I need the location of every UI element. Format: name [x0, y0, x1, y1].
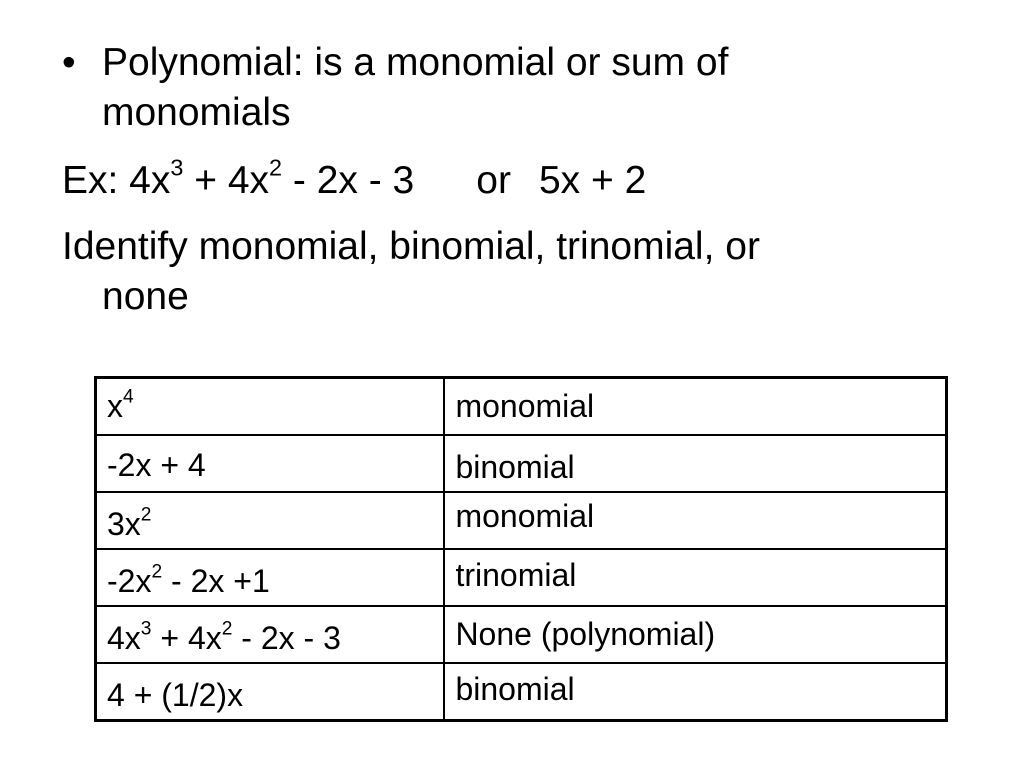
- classification-cell: trinomial: [444, 549, 946, 606]
- classification-cell: monomial: [444, 378, 946, 436]
- definition-text: [102, 38, 962, 138]
- example-part-3: - 2x - 3: [282, 159, 415, 202]
- table-row: [96, 606, 947, 663]
- table-row: [96, 549, 947, 606]
- identify-line-2: none: [102, 275, 189, 318]
- table-row: [96, 378, 947, 436]
- expression-cell: $-2x^2 - 2x +1$: [96, 549, 445, 606]
- classification-cell: binomial: [444, 663, 946, 721]
- example-line: [62, 156, 646, 206]
- table-row: [96, 492, 947, 549]
- classification-cell: None (polynomial): [444, 606, 946, 663]
- identify-line-1: Identify monomial, binomial, trinomial, or: [62, 225, 760, 268]
- classification-cell: monomial: [444, 492, 946, 549]
- expression-cell: 4 + (1/2)x: [96, 663, 445, 721]
- example-prefix: Ex: 4x: [62, 159, 171, 202]
- example-alt: 5x + 2: [538, 159, 647, 202]
- definition-line-1: Polynomial: is a monomial or sum of: [102, 41, 729, 84]
- expression-cell: $x^4$: [96, 378, 445, 436]
- definition-line-2: monomials: [102, 91, 291, 134]
- classification-table: [94, 376, 948, 722]
- example-or: or: [476, 159, 511, 202]
- table-row: [96, 435, 947, 492]
- expression-cell: $3x^2$: [96, 492, 445, 549]
- example-exponent-1: 3: [170, 154, 184, 181]
- expression-cell: $4x^3 + 4x^2 - 2x - 3$: [96, 606, 445, 663]
- example-exponent-2: 2: [269, 154, 283, 181]
- table-row: [96, 663, 947, 721]
- classification-cell: binomial: [444, 435, 946, 492]
- expression-cell: -2x + 4: [96, 435, 445, 492]
- identify-instruction: [62, 222, 962, 322]
- example-part-2: + 4x: [183, 159, 270, 202]
- bullet-marker: •: [62, 41, 76, 84]
